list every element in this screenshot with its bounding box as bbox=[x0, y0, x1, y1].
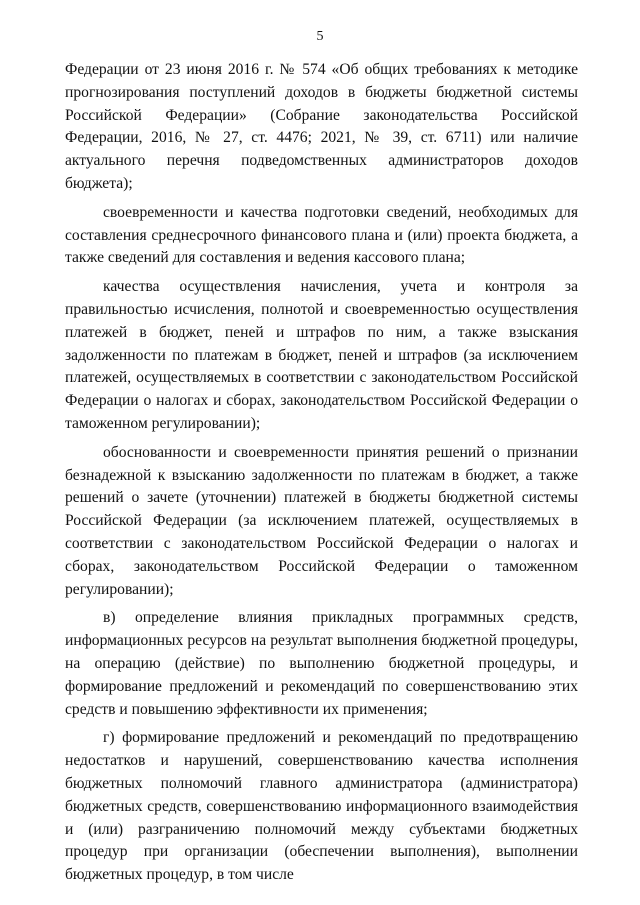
paragraph-debt-write-off: обоснованности и своевременности принятия решений о признании безнадежной к взысканию задолженности по платежам в бюджет, а также решений о зачете (уточнении) платежей в бюджеты бюджетной системы Российской Федерации (за исключением платежей, осуществляемых в соответствии с законодательством Российской Федерации о налогах и сборах, законодательством Российской Федерации о таможенном регулировании); bbox=[65, 443, 578, 598]
body-text bbox=[65, 59, 578, 893]
paragraph-continuation: Федерации от 23 июня 2016 г. № 574 «Об общих требованиях к методике прогнозирования поступлений доходов в бюджеты бюджетной системы Российской Федерации» (Собрание законодательства Российской Федерации, 2016, № 27, ст. 4476; 2021, № 39, ст. 6711) или наличие актуального перечня подведомственных администраторов доходов бюджета); bbox=[65, 61, 578, 192]
paragraph-item-v: в) определение влияния прикладных программных средств, информационных ресурсов на результат выполнения бюджетной процедуры, на операцию (действие) по выполнению бюджетной процедуры, и формирование предложений и рекомендаций по совершенствованию этих средств и повышению эффективности их применения; bbox=[65, 609, 578, 718]
paragraph-timeliness: своевременности и качества подготовки сведений, необходимых для составления среднесрочного финансового плана и (или) проекта бюджета, а также сведений для составления и ведения кассового плана; bbox=[65, 203, 578, 267]
page-number: 5 bbox=[316, 29, 324, 44]
paragraph-item-g: г) формирование предложений и рекомендаций по предотвращению недостатков и нарушений, совершенствованию качества исполнения бюджетных полномочий главного администратора (администратора) бюджетных средств, совершенствованию информационного взаимодействия и (или) разграничению полномочий между субъектами бюджетных процедур при организации (обеспечении выполнения), выполнении бюджетных процедур, в том числе bbox=[65, 729, 578, 884]
paragraph-accrual-quality: качества осуществления начисления, учета и контроля за правильностью исчисления, полнотой и своевременностью осуществления платежей в бюджет, пеней и штрафов по ним, а также взыскания задолженности по платежам в бюджет, пеней и штрафов (за исключением платежей, осуществляемых в соответствии с законодательством Российской Федерации о налогах и сборах, законодательством Российской Федерации о таможенном регулировании); bbox=[65, 278, 578, 432]
